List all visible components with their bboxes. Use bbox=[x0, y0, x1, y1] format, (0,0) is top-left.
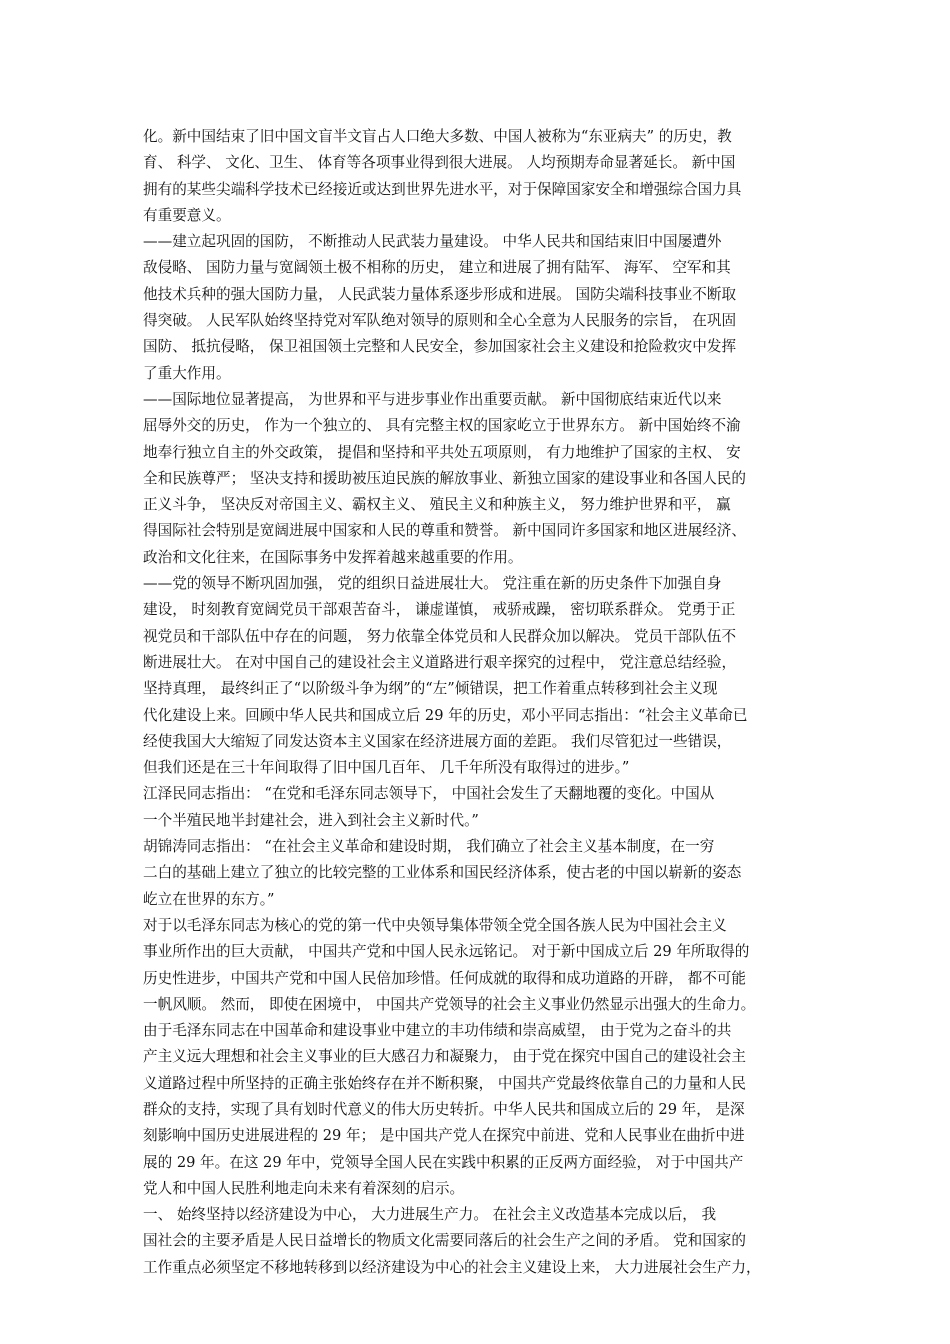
text-line: 二白的基础上建立了独立的比较完整的工业体系和国民经济体系，使古老的中国以崭新的姿态 bbox=[143, 864, 742, 882]
text-line: 视党员和干部队伍中存在的问题， 努力依靠全体党员和人民群众加以解决。 党员干部队伍不 bbox=[143, 627, 737, 645]
text-line: 拥有的某些尖端科学技术已经接近或达到世界先进水平，对于保障国家安全和增强综合国力具 bbox=[143, 180, 742, 198]
text-line: 敌侵略、 国防力量与宽阔领土极不相称的历史， 建立和进展了拥有陆军、 海军、 空军和其 bbox=[143, 259, 731, 277]
text-line: 义道路过程中所坚持的正确主张始终存在并不断积聚， 中国共产党最终依靠自己的力量和人民 bbox=[143, 1074, 746, 1092]
text-line: 一、 始终坚持以经济建设为中心， 大力进展生产力。 在社会主义改造基本完成以后， 我 bbox=[143, 1206, 717, 1224]
text-line: 断进展壮大。 在对中国自己的建设社会主义道路进行艰辛探究的过程中， 党注意总结经验， bbox=[143, 653, 737, 671]
text-line: 坚持真理， 最终纠正了“以阶级斗争为纲”的“左”倾错误，把工作着重点转移到社会主义现 bbox=[143, 680, 718, 698]
text-line: 但我们还是在三十年间取得了旧中国几百年、 几千年所没有取得过的进步。” bbox=[143, 759, 630, 777]
text-line: 经使我国大大缩短了同发达资本主义国家在经济进展方面的差距。 我们尽管犯过一些错误， bbox=[143, 732, 732, 750]
text-line: 事业所作出的巨大贡献， 中国共产党和中国人民永远铭记。 对于新中国成立后 29 年所取得的 bbox=[143, 943, 750, 961]
text-line: 得突破。 人民军队始终坚持党对军队绝对领导的原则和全心全意为人民服务的宗旨， 在巩固 bbox=[143, 312, 737, 330]
text-line: 他技术兵种的强大国防力量， 人民武装力量体系逐步形成和进展。 国防尖端科技事业不断取 bbox=[143, 285, 737, 303]
text-line: 得国际社会特别是宽阔进展中国家和人民的尊重和赞誉。 新中国同许多国家和地区进展经济、 bbox=[143, 522, 746, 540]
text-line: ——国际地位显著提高， 为世界和平与进步事业作出重要贡献。 新中国彻底结束近代以来 bbox=[143, 390, 722, 408]
text-line: 国防、 抵抗侵略， 保卫祖国领土完整和人民安全，参加国家社会主义建设和抢险救灾中发挥 bbox=[143, 338, 737, 356]
text-line: 江泽民同志指出： “在党和毛泽东同志领导下， 中国社会发生了天翻地覆的变化。中国从 bbox=[143, 785, 715, 803]
text-line: 有重要意义。 bbox=[143, 206, 231, 224]
text-line: 群众的支持，实现了具有划时代意义的伟大历史转折。中华人民共和国成立后的 29 年， 是深 bbox=[143, 1100, 745, 1118]
text-line: 正义斗争， 坚决反对帝国主义、霸权主义、 殖民主义和种族主义， 努力维护世界和平， 赢 bbox=[143, 496, 731, 514]
text-line: 历史性进步，中国共产党和中国人民倍加珍惜。任何成就的取得和成功道路的开辟， 都不可能 bbox=[143, 969, 746, 987]
text-line: 全和民族尊严； 坚决支持和援助被压迫民族的解放事业、新独立国家的建设事业和各国人民的 bbox=[143, 469, 746, 487]
text-line: 产主义远大理想和社会主义事业的巨大感召力和凝聚力， 由于党在探究中国自己的建设社会主 bbox=[143, 1048, 746, 1066]
text-line: ——党的领导不断巩固加强， 党的组织日益进展壮大。 党注重在新的历史条件下加强自身 bbox=[143, 575, 722, 593]
text-line: 胡锦涛同志指出： “在社会主义革命和建设时期， 我们确立了社会主义基本制度，在一穷 bbox=[143, 838, 715, 856]
text-line: 建设， 时刻教育宽阔党员干部艰苦奋斗， 谦虚谨慎， 戒骄戒躁， 密切联系群众。 党勇于正 bbox=[143, 601, 736, 619]
text-line: 一个半殖民地半封建社会，进入到社会主义新时代。” bbox=[143, 811, 479, 829]
text-line: 国社会的主要矛盾是人民日益增长的物质文化需要同落后的社会生产之间的矛盾。 党和国家的 bbox=[143, 1232, 746, 1250]
text-line: 了重大作用。 bbox=[143, 364, 231, 382]
text-line: 由于毛泽东同志在中国革命和建设事业中建立的丰功伟绩和崇高威望， 由于党为之奋斗的共 bbox=[143, 1022, 732, 1040]
text-line: 党人和中国人民胜利地走向未来有着深刻的启示。 bbox=[143, 1179, 465, 1197]
text-line: 育、 科学、 文化、卫生、 体育等各项事业得到很大进展。 人均预期寿命显著延长。 新中国 bbox=[143, 154, 736, 172]
text-line: 一帆风顺。 然而， 即使在困境中， 中国共产党领导的社会主义事业仍然显示出强大的生命力。 bbox=[143, 995, 756, 1013]
text-line: 工作重点必须坚定不移地转移到以经济建设为中心的社会主义建设上来， 大力进展社会生产力， bbox=[143, 1258, 761, 1276]
text-line: 刻影响中国历史进展进程的 29 年； 是中国共产党人在探究中前进、党和人民事业在曲折中进 bbox=[143, 1127, 745, 1145]
text-line: 化。新中国结束了旧中国文盲半文盲占人口绝大多数、中国人被称为“东亚病夫” 的历史，教 bbox=[143, 128, 732, 145]
text-line: 政治和文化往来，在国际事务中发挥着越来越重要的作用。 bbox=[143, 548, 523, 566]
text-line: 屹立在世界的东方。” bbox=[143, 890, 275, 908]
text-line: 展的 29 年。在这 29 年中，党领导全国人民在实践中积累的正反两方面经验， 对于中国共产 bbox=[143, 1153, 744, 1171]
document-body bbox=[143, 124, 823, 1281]
text-line: 屈辱外交的历史， 作为一个独立的、 具有完整主权的国家屹立于世界东方。 新中国始终不渝 bbox=[143, 417, 741, 435]
text-line: 对于以毛泽东同志为核心的党的第一代中央领导集体带领全党全国各族人民为中国社会主义 bbox=[143, 916, 727, 934]
text-line: ——建立起巩固的国防， 不断推动人民武装力量建设。 中华人民共和国结束旧中国屡遭外 bbox=[143, 233, 722, 251]
text-line: 代化建设上来。回顾中华人民共和国成立后 29 年的历史，邓小平同志指出：“社会主义革命已 bbox=[143, 706, 748, 724]
text-line: 地奉行独立自主的外交政策， 提倡和坚持和平共处五项原则， 有力地维护了国家的主权、 安 bbox=[143, 443, 741, 461]
